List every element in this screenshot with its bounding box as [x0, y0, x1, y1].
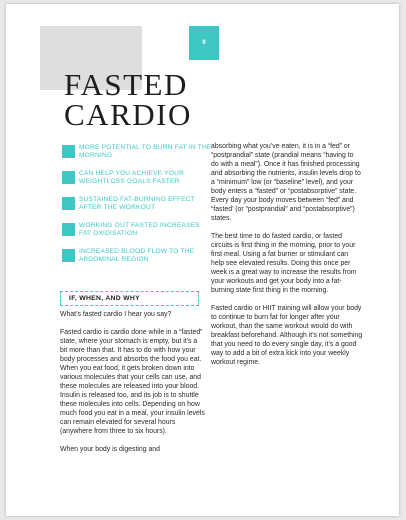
benefit-item — [62, 248, 212, 274]
left-text-column — [60, 310, 206, 463]
teal-square-bullet-icon — [62, 197, 75, 210]
paragraph: When your body is digesting and — [60, 446, 160, 453]
benefit-text: CAN HELP YOU ACHIEVE YOUR WEIGHTLOSS GOALS FASTER — [79, 170, 185, 186]
benefit-item — [62, 170, 212, 196]
teal-square-bullet-icon — [62, 171, 75, 184]
benefit-text: INCREASED BLOOD FLOW TO THE ABDOMINAL REGION — [79, 248, 195, 264]
benefits-list — [62, 144, 212, 274]
teal-square-bullet-icon — [62, 249, 75, 262]
paragraph: Fasted cardio or HIIT training will allow your body to continue to burn fat for longer after your workout, than the same workout would do with breakfast beforehand. Although it’s not something that you need to do every single day, it’s a good way to add a bit of extra kick into your weekly workout regime. — [211, 305, 363, 366]
paragraph: What’s fasted cardio I hear you say? — [60, 311, 172, 318]
benefit-text: WORKING OUT FASTED INCREASES FAT OXIDISATION — [79, 222, 200, 238]
page-number-tab — [189, 26, 219, 60]
paragraph: The best time to do fasted cardio, or fasted circuits is first thing in the morning, prior to your first meal. Using a fat burner or stimulant can help see elevated results. Doing this once per week is a great way to increase the results from your workouts and get your body into a fat-burning state first thing in the morning. — [211, 233, 357, 294]
paragraph: Fasted cardio is cardio done while in a “fasted” state, where your stomach is empty, but it’s a bit more than that. It has to do with how your body processes and absorbs the food you eat. When you eat food, it gets broken down into various molecules that your cells can use, and these molecules are released into your blood. Insulin is released too, and its job is to shuttle these molecules into cells. Depending on how much food you eat in a meal, your insulin levels can remain elevated for several hours (anywhere from three to six hours). — [60, 329, 205, 435]
document-page — [6, 4, 399, 516]
section-heading: IF, WHEN, AND WHY — [69, 295, 140, 302]
benefit-text: MORE POTENTIAL TO BURN FAT IN THE MORNING — [79, 144, 212, 160]
paragraph: absorbing what you’ve eaten, it is in a “fed” or “postprandial” state (prandial means “having to do with a meal”). Once it has finished processing and absorbing the nutrients, insulin levels drop to a “minimum” low (or “baseline” level), and your body enters a “fasted” or “postabsorptive” state. Every day your body moves between “fed” and “fasted’ (or “postprandial” and “postabsorptive”) states. — [211, 143, 361, 222]
benefit-item — [62, 144, 212, 170]
page-number: 9 — [202, 40, 206, 46]
title-line-2: CARDIO — [64, 97, 192, 132]
benefit-text: SUSTAINED FAT-BURNING EFFECT AFTER THE WORKOUT — [79, 196, 195, 212]
page-title — [64, 67, 192, 132]
right-text-column — [211, 142, 363, 376]
benefit-item — [62, 196, 212, 222]
benefit-item — [62, 222, 212, 248]
teal-square-bullet-icon — [62, 145, 75, 158]
title-line-1: FASTED — [64, 67, 188, 102]
section-heading-box — [60, 291, 199, 306]
teal-square-bullet-icon — [62, 223, 75, 236]
